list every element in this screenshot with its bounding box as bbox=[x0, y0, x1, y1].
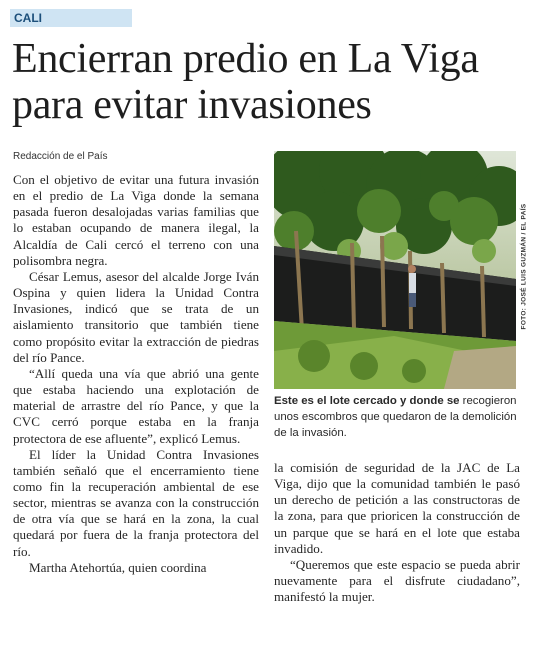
paragraph: la comisión de seguridad de la JAC de La Viga, dijo que la comunidad también le pasó un derecho de petición a las constructoras de la zona, para que prioricen la construcción de un parque que se hará en el lote que estaba invadido. bbox=[274, 460, 520, 556]
paragraph: El líder la Unidad Contra Invasiones también señaló que el encerramiento tiene como fin la recuperación ambiental de ese sector, mientras se avanza con la construcción de otra vía que se hará en la zona, la cual quedará por fuera de la franja protectora del río. bbox=[13, 446, 259, 559]
paragraph: “Queremos que este espacio se pueda abrir nuevamente para el disfrute ciudadano”, manifestó la mujer. bbox=[274, 556, 520, 605]
caption-lead: Este es el lote cercado y donde se bbox=[274, 395, 460, 407]
article-photo bbox=[274, 151, 516, 389]
section-tag: CALI bbox=[10, 9, 132, 27]
photo-credit bbox=[517, 151, 529, 389]
photo-caption bbox=[274, 393, 524, 441]
byline: Redacción de el País bbox=[13, 151, 108, 162]
caption-text: recogieron unos escombros que quedaron de la demolición de la invasión. bbox=[274, 395, 517, 439]
paragraph: César Lemus, asesor del alcalde Jorge Iván Ospina y quien lidera la Unidad Contra Invasiones, indicó que se trata de un aislamiento transitorio que también tiene como propósito evitar la extracción de piedras del río Pance. bbox=[13, 268, 259, 365]
paragraph: Martha Atehortúa, quien coordina bbox=[29, 559, 207, 575]
photo-credit-text: FOTO: JOSÉ LUIS GUZMÁN / EL PAÍS bbox=[520, 203, 528, 330]
body-column-left bbox=[13, 172, 259, 576]
body-column-right bbox=[274, 460, 520, 605]
paragraph: “Allí queda una vía que abrió una gente que estaba haciendo una explotación de material de arrastre del río Pance, y que la CVC cerró porque estaba en la franja protectora de ese afluente”, explicó Lemus. bbox=[13, 365, 259, 446]
headline: Encierran predio en La Viga para evitar invasiones bbox=[12, 36, 479, 128]
paragraph: Con el objetivo de evitar una futura invasión en el predio de La Viga donde la semana pasada fueron desalojadas varias familias que lo estaban ocupando de manera ilegal, la Alcaldía de Cali cercó el terreno con una polisombra negra. bbox=[13, 172, 259, 268]
